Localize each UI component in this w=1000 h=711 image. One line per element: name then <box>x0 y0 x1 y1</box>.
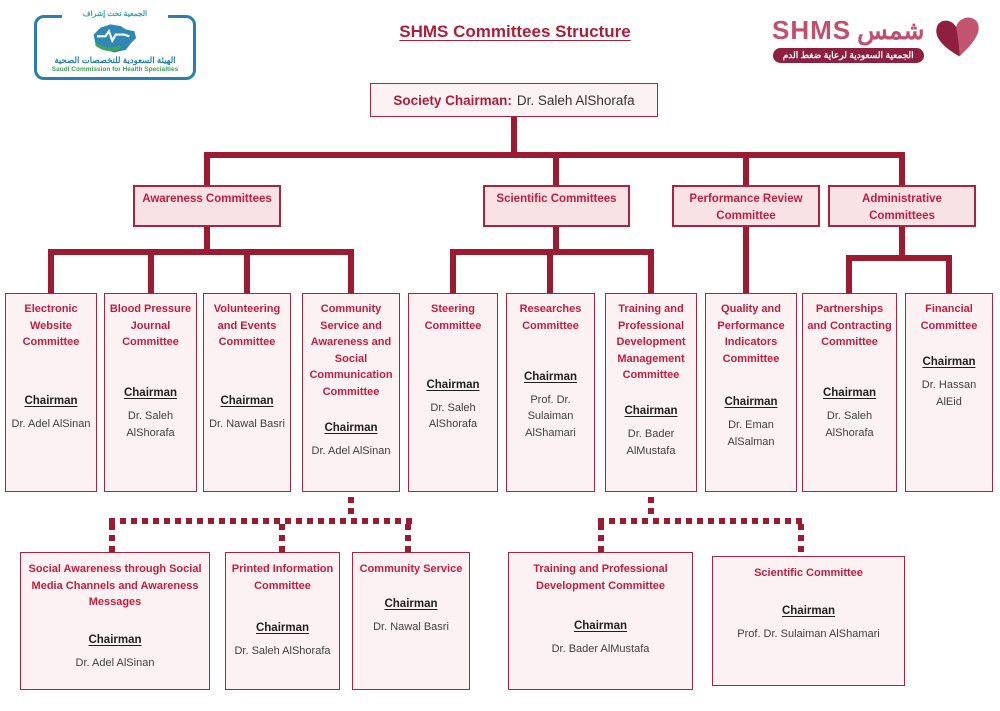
chairman-label: Chairman <box>24 395 78 408</box>
connector-administrative-stem <box>899 227 905 258</box>
chairman-label: Chairman <box>724 396 778 409</box>
shms-logo <box>772 10 990 68</box>
chairman-label: Chairman <box>922 356 976 369</box>
committee-title: Scientific Committees <box>496 193 617 205</box>
connector-drop-volunteering <box>244 249 250 293</box>
committee-title: Scientific Committee <box>754 567 863 579</box>
chairman-name: Dr. Eman AlSalman <box>727 419 775 448</box>
chairman-label: Chairman <box>781 604 836 617</box>
connector-drop-researches <box>547 249 553 293</box>
committee-box-training-professional-development <box>508 552 693 690</box>
dotted-connector-left-rail <box>109 518 412 524</box>
committee-title: Performance Review Committee <box>689 193 803 223</box>
committee-title: Quality and Performance Indicators Committee <box>717 303 785 365</box>
committee-box-scientific-subcommittee <box>712 556 905 686</box>
committee-title: Financial Committee <box>920 303 978 332</box>
chairman-label: Chairman <box>255 621 310 634</box>
connector-drop-electronic-website <box>48 249 54 293</box>
shms-arabic-name: شمس <box>857 17 925 45</box>
chairman-label: Chairman <box>220 395 274 408</box>
chairman-name: Dr. Saleh AlShorafa <box>234 644 331 657</box>
committee-box-social-awareness-media <box>20 552 210 690</box>
committee-box-steering <box>408 293 498 492</box>
connector-drop-awareness <box>204 152 210 185</box>
chairman-name: Dr. Bader AlMustafa <box>551 643 650 656</box>
chairman-label: Chairman <box>523 370 578 383</box>
committee-box-community-service <box>352 552 470 690</box>
dotted-drop-printed-information <box>279 524 285 552</box>
society-chairman-box <box>370 83 658 117</box>
committee-box-training-professional-development-management <box>605 293 697 492</box>
chairman-name: Dr. Adel AlSinan <box>11 418 91 431</box>
committee-box-quality-performance-indicators <box>705 293 797 492</box>
chairman-label: Chairman <box>573 620 628 633</box>
connector-drop-performance <box>743 152 749 185</box>
committee-title: Partnerships and Contracting Committee <box>807 303 892 348</box>
committee-title: Volunteering and Events Committee <box>213 303 281 348</box>
committee-title: Community Service <box>359 563 463 575</box>
committee-box-performance-review <box>672 185 820 227</box>
chairman-name: Dr. Nawal Basri <box>209 418 285 431</box>
chairman-label: Chairman <box>426 378 480 391</box>
connector-drop-administrative <box>899 152 905 185</box>
connector-drop-quality <box>743 227 749 293</box>
committee-title: Printed Information Committee <box>231 563 334 592</box>
dotted-connector-training-stem <box>648 497 654 518</box>
page-title: SHMS Committees Structure <box>399 22 631 41</box>
chairman-label: Chairman <box>88 634 142 647</box>
committee-title: Electronic Website Committee <box>22 303 80 348</box>
committee-box-volunteering-events <box>203 293 291 492</box>
committee-title: Steering Committee <box>424 303 482 332</box>
heart-icon <box>930 13 982 65</box>
committee-title: Training and Professional Development Management Committee <box>616 303 686 381</box>
saudi-map-pulse-icon <box>85 21 143 55</box>
shms-tagline: الجمعية السعودية لرعاية ضغط الدم <box>773 48 924 63</box>
committee-box-electronic-website <box>5 293 97 492</box>
committee-title: Blood Pressure Journal Committee <box>109 303 192 348</box>
scfhs-english-name: Saudi Commission for Health Specialties <box>51 66 179 73</box>
chairman-label: Chairman <box>123 387 178 400</box>
committee-box-scientific <box>483 185 630 227</box>
connector-drop-blood-pressure <box>148 249 154 293</box>
connector-drop-steering <box>450 249 456 293</box>
chairman-name: Dr. Hassan AlEid <box>921 379 977 408</box>
dotted-connector-community-stem <box>348 497 354 518</box>
committee-box-researches <box>506 293 595 492</box>
committee-title: Community Service and Awareness and Social Communication Committee <box>309 303 393 398</box>
connector-drop-scientific <box>553 152 559 185</box>
committee-box-financial <box>905 293 993 492</box>
committee-box-partnerships-contracting <box>802 293 897 492</box>
chairman-label: Chairman <box>324 421 378 434</box>
society-chairman-label: Society Chairman: <box>393 92 512 108</box>
scfhs-supervision-text: الجمعية تحت إشراف <box>62 9 168 18</box>
chairman-name: Prof. Dr. Sulaiman AlShamari <box>525 393 576 439</box>
committee-title: Researches Committee <box>519 303 582 332</box>
chairman-label: Chairman <box>624 405 678 418</box>
chairman-name: Dr. Nawal Basri <box>373 620 449 633</box>
chairman-label: Chairman <box>822 387 877 400</box>
dotted-drop-training-development <box>598 524 604 552</box>
committee-title: Training and Professional Development Committee <box>533 563 668 592</box>
connector-awareness-rail <box>48 249 354 255</box>
chairman-label: Chairman <box>384 597 438 610</box>
dotted-drop-social-awareness <box>109 524 115 552</box>
dotted-drop-community-service <box>405 524 411 552</box>
committee-title: Administrative Committees <box>862 193 942 223</box>
connector-drop-financial <box>946 255 952 293</box>
committee-title: Awareness Committees <box>142 193 272 205</box>
scfhs-arabic-name: الهيئة السعودية للتخصصات الصحية <box>54 55 176 65</box>
connector-drop-partnerships <box>846 255 852 293</box>
chairman-name: Dr. Saleh AlShorafa <box>428 401 478 431</box>
committee-title: Social Awareness through Social Media Channels and Awareness Messages <box>28 563 202 608</box>
dotted-connector-right-rail <box>598 518 804 524</box>
chairman-name: Dr. Saleh AlShorafa <box>825 410 874 439</box>
committee-box-blood-pressure-journal <box>104 293 197 492</box>
scfhs-logo <box>30 8 200 86</box>
connector-administrative-rail <box>846 255 952 261</box>
chairman-name: Dr. Adel AlSinan <box>75 657 155 670</box>
committee-box-administrative <box>828 185 976 227</box>
committee-box-community-service-awareness <box>302 293 400 492</box>
committee-box-awareness <box>133 185 281 227</box>
dotted-drop-scientific-committee <box>798 524 804 556</box>
chairman-name: Dr. Adel AlSinan <box>311 444 391 457</box>
chairman-name: Prof. Dr. Sulaiman AlShamari <box>737 627 880 640</box>
connector-root-stem <box>511 117 517 155</box>
connector-drop-community-service <box>348 249 354 293</box>
chairman-name: Dr. Saleh AlShorafa <box>126 410 175 439</box>
chairman-name: Dr. Bader AlMustafa <box>626 428 676 457</box>
committee-box-printed-information <box>225 552 340 690</box>
shms-acronym: SHMS <box>772 15 852 45</box>
society-chairman-name: Dr. Saleh AlShorafa <box>516 92 635 108</box>
connector-drop-training-mgmt <box>648 249 654 293</box>
